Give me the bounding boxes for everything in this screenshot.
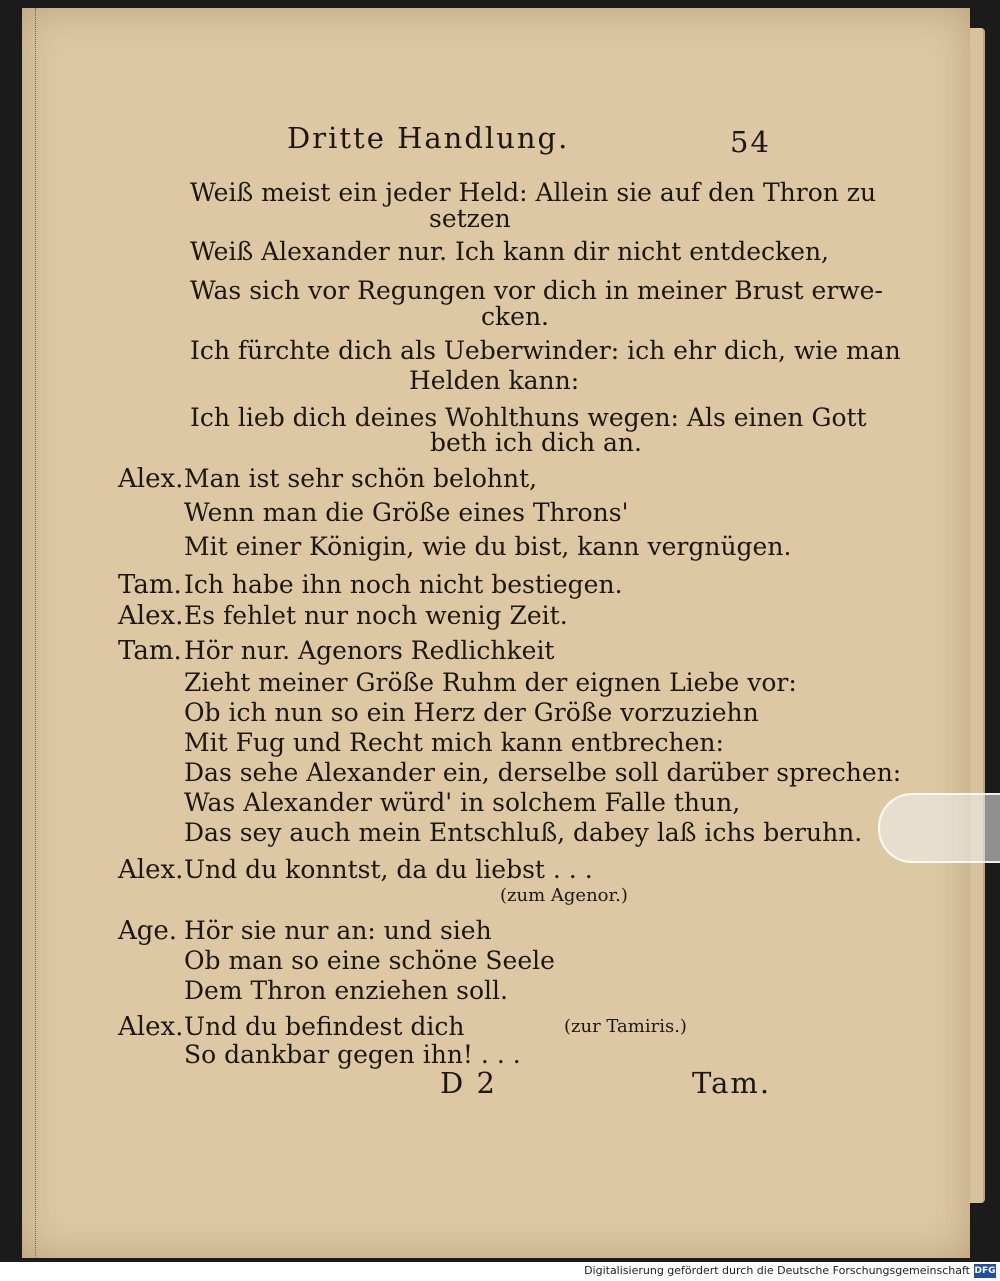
text-line: Mit Fug und Recht mich kann entbrechen: bbox=[184, 728, 724, 757]
page-number: 54 bbox=[730, 125, 771, 159]
text-line: Man ist sehr schön belohnt, bbox=[184, 464, 538, 493]
speaker-label: Alex. bbox=[118, 464, 184, 494]
text-line: Das sehe Alexander ein, derselbe soll darüber sprechen: bbox=[184, 758, 902, 787]
page-text bbox=[22, 8, 970, 1258]
text-line: Dem Thron enziehen soll. bbox=[184, 976, 508, 1005]
running-header: Dritte Handlung. bbox=[287, 121, 570, 155]
text-line: Ich fürchte dich als Ueberwinder: ich ehr dich, wie man bbox=[190, 336, 901, 365]
text-line: setzen bbox=[429, 204, 511, 233]
text-line: Und du befindest dich bbox=[184, 1012, 465, 1041]
text-line: So dankbar gegen ihn! . . . bbox=[184, 1040, 521, 1069]
text-line: Das sey auch mein Entschluß, dabey laß ichs beruhn. bbox=[184, 818, 863, 847]
text-line: Hör nur. Agenors Redlichkeit bbox=[184, 636, 555, 665]
book-page bbox=[22, 8, 970, 1258]
speaker-label: Alex. bbox=[118, 601, 184, 631]
text-line: Ob man so eine schöne Seele bbox=[184, 946, 555, 975]
text-line: Ob ich nun so ein Herz der Größe vorzuziehn bbox=[184, 698, 759, 727]
text-line: beth ich dich an. bbox=[430, 428, 642, 457]
text-line: Und du konntst, da du liebst . . . bbox=[184, 855, 593, 884]
text-line: Zieht meiner Größe Ruhm der eignen Liebe vor: bbox=[184, 668, 797, 697]
stage-direction: (zur Tamiris.) bbox=[564, 1016, 687, 1037]
text-line: Wenn man die Größe eines Throns' bbox=[184, 498, 629, 527]
credit-text: Digitalisierung gefördert durch die Deutsche Forschungsgemeinschaft bbox=[584, 1264, 970, 1277]
text-line: Was sich vor Regungen vor dich in meiner Brust erwe- bbox=[190, 276, 883, 305]
text-line: Es fehlet nur noch wenig Zeit. bbox=[184, 601, 568, 630]
speaker-label: Tam. bbox=[118, 636, 182, 666]
speaker-label: Alex. bbox=[118, 855, 184, 885]
text-line: Helden kann: bbox=[409, 366, 580, 395]
text-line: Mit einer Königin, wie du bist, kann vergnügen. bbox=[184, 532, 792, 561]
dfg-logo-icon: DFG bbox=[974, 1266, 996, 1276]
text-line: Ich habe ihn noch nicht bestiegen. bbox=[184, 570, 623, 599]
text-line: Ich lieb dich deines Wohlthuns wegen: Als einen Gott bbox=[190, 403, 867, 432]
speaker-label: Tam. bbox=[118, 570, 182, 600]
text-line: cken. bbox=[481, 302, 549, 331]
catchword: Tam. bbox=[692, 1066, 772, 1100]
text-line: Was Alexander würd' in solchem Falle thun, bbox=[184, 788, 741, 817]
text-line: Weiß meist ein jeder Held: Allein sie auf den Thron zu bbox=[190, 178, 877, 207]
speaker-label: Alex. bbox=[118, 1012, 184, 1042]
stage-direction: (zum Agenor.) bbox=[500, 885, 628, 906]
bookmark-clip bbox=[878, 793, 1000, 863]
text-line: Weiß Alexander nur. Ich kann dir nicht entdecken, bbox=[190, 237, 829, 266]
text-line: Hör sie nur an: und sieh bbox=[184, 916, 492, 945]
signature-mark: D 2 bbox=[440, 1066, 497, 1100]
speaker-label: Age. bbox=[118, 916, 178, 946]
